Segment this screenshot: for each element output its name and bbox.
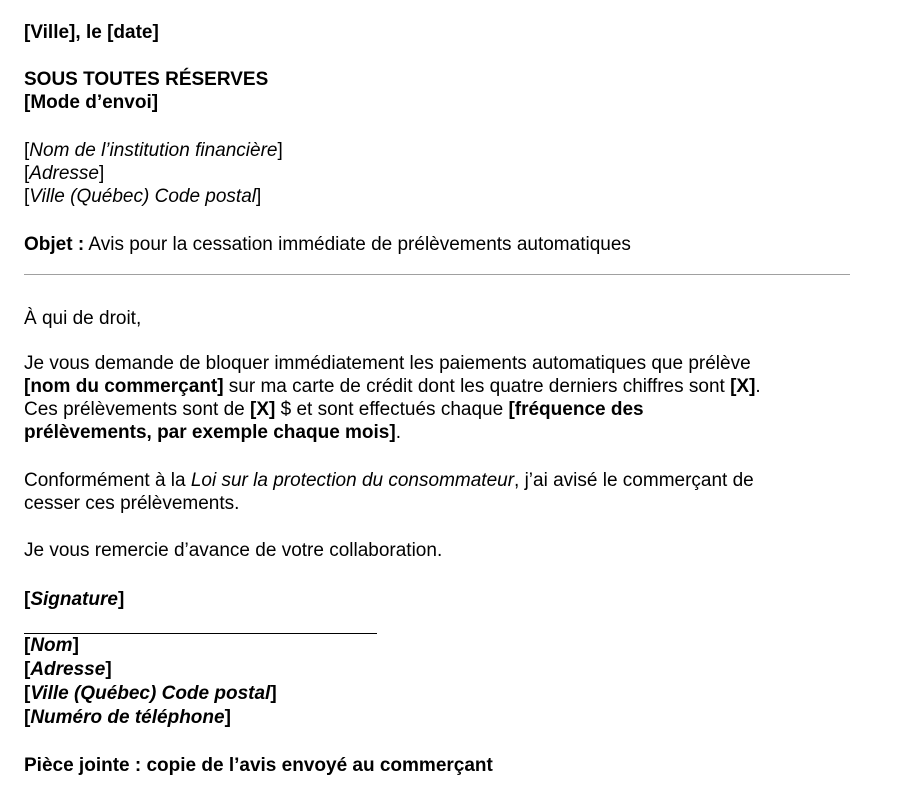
reserve-line — [24, 69, 268, 91]
recipient-address-line: [Adresse] — [24, 163, 105, 184]
reserve-notice: SOUS TOUTES RÉSERVES — [24, 69, 269, 90]
p1-text: Ces prélèvements sont de — [24, 399, 251, 420]
signature-phone: Numéro de téléphone — [30, 707, 225, 728]
p2-text: , j’ai avisé le commerçant de — [514, 470, 754, 491]
signature-name: Nom — [30, 635, 73, 656]
paragraph-1-line-3 — [24, 399, 644, 421]
p1-text: Je vous demande de bloquer immédiatement les paiements automatiques que prélève — [24, 353, 751, 374]
paragraph-1-line-4 — [24, 422, 401, 444]
recipient-city: Ville (Québec) Code postal — [29, 186, 257, 207]
signature-address-line: [Adresse] — [24, 659, 112, 680]
paragraph-2-line-1 — [24, 470, 754, 492]
signature-city-line: [Ville (Québec) Code postal] — [24, 683, 277, 704]
recipient-institution-line: [Nom de l’institution financière] — [24, 140, 283, 161]
law-title: Loi sur la protection du consommateur — [190, 470, 515, 491]
p1-text: . — [755, 376, 761, 397]
recipient-city-line: [Ville (Québec) Code postal] — [24, 186, 262, 207]
card-digits-placeholder: [X] — [730, 376, 756, 397]
signature-name-line: [Nom] — [24, 635, 79, 656]
p1-text: sur ma carte de crédit dont les quatre derniers chiffres sont — [223, 376, 731, 397]
p2-text: cesser ces prélèvements. — [24, 493, 240, 514]
amount-placeholder: [X] — [250, 399, 276, 420]
signature-phone-line: [Numéro de téléphone] — [24, 707, 231, 728]
signature-line — [24, 633, 377, 634]
p3-text: Je vous remercie d’avance de votre collaboration. — [24, 540, 443, 561]
recipient-institution: Nom de l’institution financière — [29, 140, 278, 161]
paragraph-2-line-2 — [24, 493, 239, 515]
separator-rule — [24, 274, 850, 275]
place-date-line — [24, 22, 159, 44]
frequency-placeholder: prélèvements, par exemple chaque mois] — [24, 422, 396, 443]
salutation — [24, 308, 141, 330]
paragraph-1-line-1 — [24, 353, 751, 375]
subject-line — [24, 234, 631, 256]
send-mode: [Mode d’envoi] — [24, 92, 159, 113]
attachment-line — [24, 755, 493, 777]
signature-label: Signature — [30, 589, 118, 610]
frequency-placeholder: [fréquence des — [508, 399, 644, 420]
subject-text: Avis pour la cessation immédiate de prélèvements automatiques — [84, 234, 631, 255]
p2-text: Conformément à la — [24, 470, 191, 491]
signature-label-line: [Signature] — [24, 589, 125, 610]
place-date: [Ville], le [date] — [24, 22, 159, 43]
signature-address: Adresse — [30, 659, 106, 680]
paragraph-3 — [24, 540, 442, 562]
salutation-text: À qui de droit, — [24, 308, 142, 329]
p1-text: . — [395, 422, 401, 443]
signature-city: Ville (Québec) Code postal — [30, 683, 271, 704]
merchant-name-placeholder: [nom du commerçant] — [24, 376, 224, 397]
subject-label: Objet : — [24, 234, 85, 255]
paragraph-1-line-2 — [24, 376, 761, 398]
p1-text: $ et sont effectués chaque — [275, 399, 509, 420]
attachment-note: Pièce jointe : copie de l’avis envoyé au commerçant — [24, 755, 493, 776]
send-mode-line — [24, 92, 158, 114]
recipient-address: Adresse — [29, 163, 99, 184]
